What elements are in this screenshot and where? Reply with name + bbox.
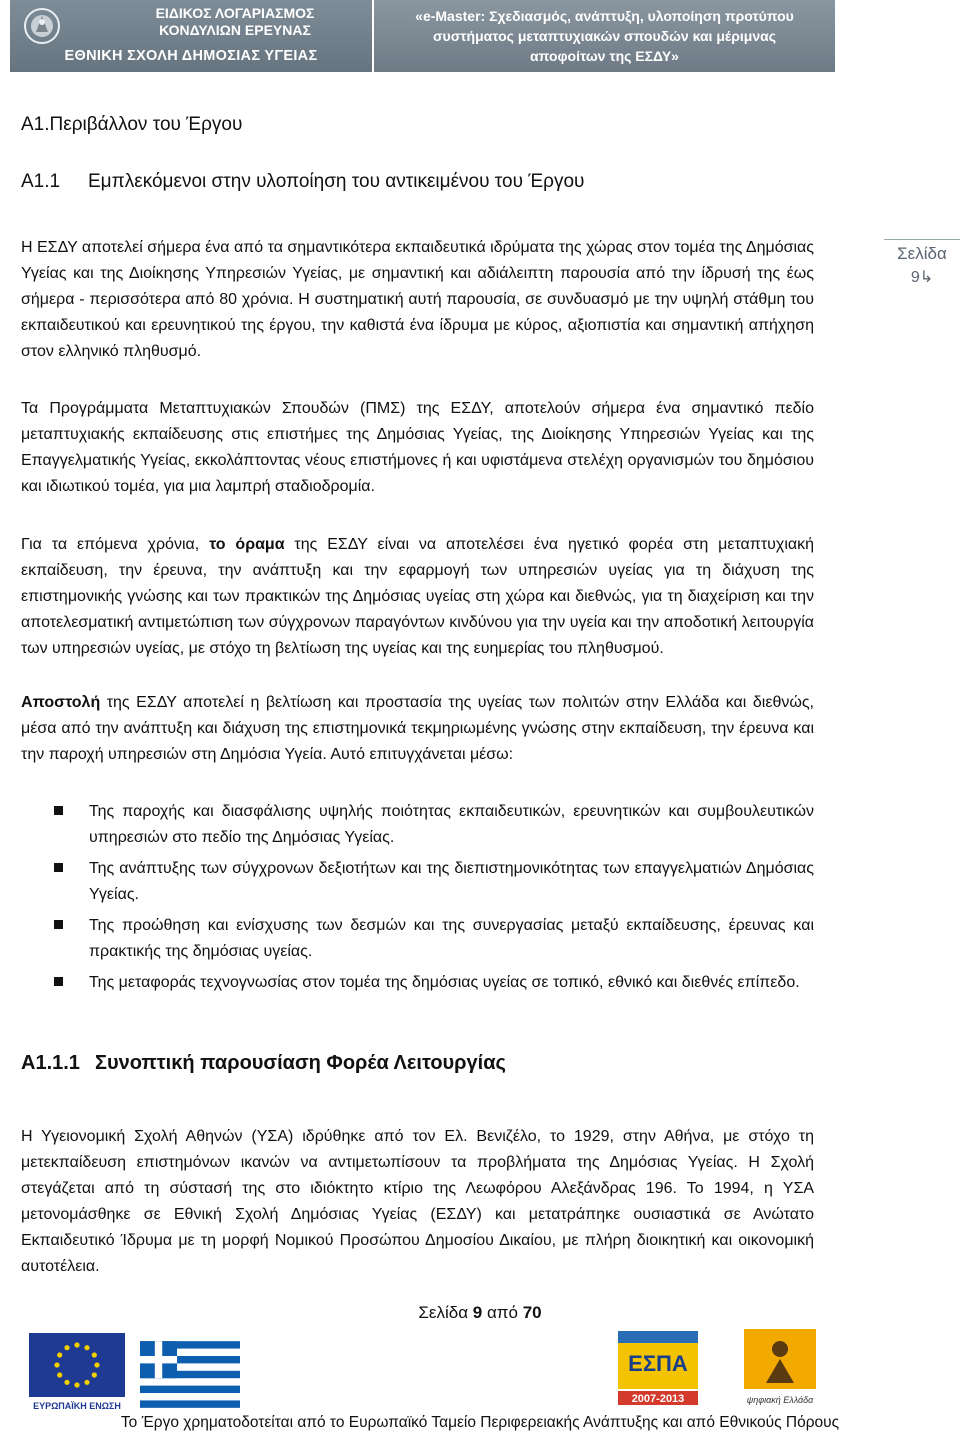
list-item: Της ανάπτυξης των σύγχρονων δεξιοτήτων και της διεπιστημονικότητας των επαγγελματιών Δημόσιας Υγείας. (21, 856, 814, 908)
paragraph-mission: Αποστολή της ΕΣΔΥ αποτελεί η βελτίωση και προστασία της υγείας των πολιτών στην Ελλάδα και διεθνώς, μέσα από την ανάπτυξη και διάχυση της επιστημονικά τεκμηριωμένης γνώσης στην εκπαίδευση, την έρευνα και την παροχή υπηρεσιών στη Δημόσια Υγεία. Αυτό επιτυγχάνεται μέσω: (21, 694, 814, 763)
side-page-marker (884, 239, 960, 290)
paragraph-pms: Τα Προγράμματα Μεταπτυχιακών Σπουδών (ΠΜΣ) της ΕΣΔΥ, αποτελούν σήμερα ένα σημαντικό πεδίο μεταπτυχιακής εκπαίδευσης στις επιστήμες της Δημόσιας Υγείας, της Διοίκησης Υπηρεσιών Υγείας και της Επαγγελματικής Υγείας, εκκολάπτοντας νέους επιστήμονες ή και υφιστάμενα στελέχη οργανισμών του δημόσιου και ιδιωτικού τομέα, για μια λαμπρή σταδιοδρομία. (21, 400, 814, 495)
espa-logo (610, 1327, 705, 1415)
greek-flag-logo (140, 1341, 240, 1408)
list-item: Της μεταφοράς τεχνογνωσίας στον τομέα της δημόσιας υγείας σε τοπικό, εθνικό και διεθνές επίπεδο. (21, 970, 814, 996)
svg-text:2007-2013: 2007-2013 (631, 1393, 685, 1405)
mission-bullet-list (21, 799, 814, 1001)
svg-text:ΕΥΡΩΠΑΪΚΗ ΕΝΩΣΗ: ΕΥΡΩΠΑΪΚΗ ΕΝΩΣΗ (33, 1401, 121, 1411)
bullet-square-icon (54, 977, 63, 986)
list-item: Της προώθηση και ενίσχυσης των δεσμών και της συνεργασίας μεταξύ εκπαίδευσης, έρευνας και πρακτικής της δημόσιας υγείας. (21, 913, 814, 965)
document-header (10, 0, 835, 72)
side-page-number: 9↳ (910, 269, 934, 286)
eu-flag-logo (27, 1333, 127, 1413)
arrow-icon: ↳ (919, 269, 934, 286)
paragraph-esdy-intro: Η ΕΣΔΥ αποτελεί σήμερα ένα από τα σημαντικότερα εκπαιδευτικά ιδρύματα της χώρας στον τομέα της Δημόσιας Υγείας και της Διοίκησης Υπηρεσιών Υγείας, με σημαντική και αδιάλειπτη παρουσία από την ίδρυσή της έως σήμερα - περισσότερα από 80 χρόνια. Η συστηματική αυτή παρουσία, σε συνδυασμό με την υψηλή στάθμη του εκπαιδευτικού και ερευνητικού της έργου, την καθιστά ένα ίδρυμα με κύρος, αξιοπιστία και σημαντική απήχηση στον ελληνικό πληθυσμό. (21, 239, 814, 360)
funding-statement: Το Έργο χρηματοδοτείται από το Ευρωπαϊκό Ταμείο Περιφερειακής Ανάπτυξης και από Εθνικούς Πόρους (120, 1414, 840, 1431)
school-seal-logo (22, 6, 74, 46)
heading-a1-1: A1.1 Εμπλεκόμενοι στην υλοποίηση του αντικειμένου του Έργου (21, 171, 585, 192)
paragraph-history: Η Υγειονομική Σχολή Αθηνών (ΥΣΑ) ιδρύθηκε από τον Ελ. Βενιζέλο, το 1929, στην Αθήνα, με στόχο τη μετεκπαίδευση επιστημόνων ικανών να αντιμετωπίσουν τα προβλήματα της Δημόσιας Υγείας. Η Σχολή στεγάζεται από τη σύστασή της στο ιδιόκτητο κτίριο της Λεωφόρου Αλεξάνδρας 196. Το 1994, η ΥΣΑ μετονομάσθηκε σε Εθνική Σχολή Δημόσιας Υγείας (ΕΣΔΥ) και μετατράπηκε ουσιαστικά σε Ανώτατο Εκπαιδευτικό Ίδρυμα με τη μορφή Νομικού Προσώπου Δημοσίου Δικαίου, με πλήρη διοικητική και οικονομική αυτοτέλεια. (21, 1128, 814, 1275)
svg-text:ΕΣΠΑ: ΕΣΠΑ (628, 1351, 688, 1376)
bullet-square-icon (54, 806, 63, 815)
paragraph-vision: Για τα επόμενα χρόνια, το όραμα της ΕΣΔΥ είναι να αποτελέσει ένα ηγετικό φορέα στη μεταπτυχιακή εκπαίδευση, την έρευνα, την ανάπτυξη και την εφαρμογή των υπηρεσιών υγείας για τη διάχυση της επιστημονικής γνώσης και των πρακτικών της Δημόσιας υγείας στη χώρα και διεθνώς, για τη διαχείριση και την αποτελεσματική αντιμετώπιση των σύγχρονων παραγόντων κινδύνου για την υγεία και την αποδοτική λειτουργία των υπηρεσιών υγείας, με στόχο τη βελτίωση της υγείας και της ευημερίας του πληθυσμού. (21, 536, 815, 657)
side-page-label: Σελίδα (897, 244, 947, 263)
list-item: Της παροχής και διασφάλισης υψηλής ποιότητας εκπαιδευτικών, ερευνητικών και συμβουλευτικών υπηρεσιών στο πεδίο της Δημόσιας Υγείας. (21, 799, 814, 851)
heading-a1-1-1: A1.1.1 Συνοπτική παρουσίαση Φορέα Λειτουργίας (21, 1052, 506, 1074)
page-number-footer: Σελίδα 9 από 70 (418, 1303, 542, 1322)
digital-greece-logo (740, 1327, 820, 1415)
bullet-square-icon (54, 920, 63, 929)
heading-a1: A1.Περιβάλλον του Έργου (21, 114, 243, 135)
svg-text:ψηφιακή Ελλάδα: ψηφιακή Ελλάδα (746, 1395, 814, 1405)
header-left-block (10, 0, 372, 72)
account-title: ΕΙΔΙΚΟΣ ΛΟΓΑΡΙΑΣΜΟΣ ΚΟΝΔΥΛΙΩΝ ΕΡΕΥΝΑΣ (155, 5, 315, 38)
funding-logos (0, 1325, 960, 1415)
school-name: ΕΘΝΙΚΗ ΣΧΟΛΗ ΔΗΜΟΣΙΑΣ ΥΓΕΙΑΣ (64, 48, 318, 64)
bullet-square-icon (54, 863, 63, 872)
project-title: «e-Master: Σχεδιασμός, ανάπτυξη, υλοποίηση προτύπου συστήματος μεταπτυχιακών σπουδών και μέριμνας αποφοίτων της ΕΣΔΥ» (372, 0, 835, 72)
